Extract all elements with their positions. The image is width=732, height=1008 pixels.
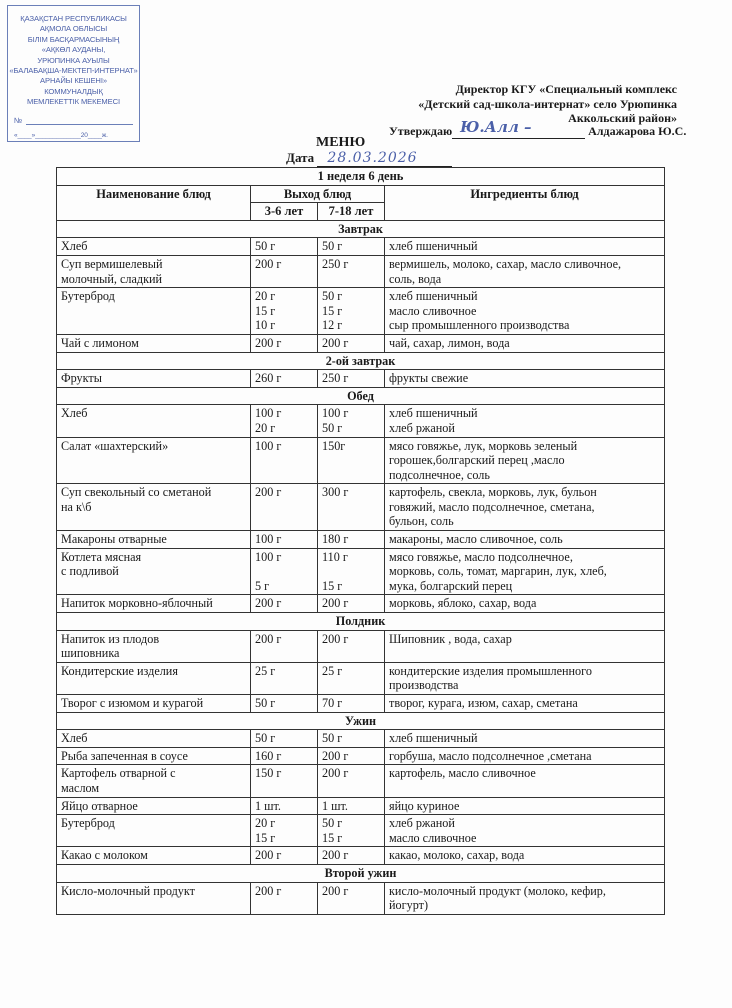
ingredients-line: подсолнечное, соль	[389, 467, 490, 482]
portion-7-18-line: 100 г	[322, 406, 349, 421]
ingredients-line: йогурт)	[389, 898, 429, 913]
dish-name	[57, 484, 251, 531]
stamp-line: КОММУНАЛДЫҚ	[44, 86, 103, 96]
dish-row	[57, 288, 665, 335]
ingredients-line: соль, вода	[389, 271, 442, 286]
ingredients-line: горошек,болгарский перец ,масло	[389, 453, 565, 468]
ingredients	[385, 370, 665, 388]
section-row	[57, 712, 665, 730]
portion-3-6	[251, 405, 318, 437]
portion-7-18-line: 200 г	[322, 631, 349, 646]
portion-3-6-line: 200 г	[255, 256, 282, 271]
portion-3-6-line: 50 г	[255, 239, 276, 254]
ingredients	[385, 730, 665, 748]
portion-7-18-line	[322, 564, 380, 579]
menu-table	[56, 167, 665, 915]
section-title: 2-ой завтрак	[57, 352, 665, 370]
portion-3-6-line: 20 г	[255, 420, 276, 435]
portion-3-6-line: 200 г	[255, 485, 282, 500]
dish-name-line: Чай с лимоном	[61, 335, 139, 350]
portion-7-18	[318, 730, 385, 748]
dish-name-line: Напиток морковно-яблочный	[61, 596, 213, 611]
ingredients-line: говяжий, масло подсолнечное, сметана,	[389, 499, 595, 514]
portion-7-18	[318, 255, 385, 287]
stamp-line: УРЮПИНКА АУЫЛЫ	[37, 55, 110, 65]
portion-7-18	[318, 847, 385, 865]
dish-row	[57, 334, 665, 352]
dish-row	[57, 255, 665, 287]
approval-header	[418, 82, 677, 126]
portion-7-18	[318, 747, 385, 765]
stamp-line: АРНАЙЫ КЕШЕНІ»	[40, 76, 107, 86]
ingredients-line: производства	[389, 678, 459, 693]
portion-7-18-line: 50 г	[322, 420, 343, 435]
ingredients	[385, 815, 665, 847]
portion-3-6	[251, 548, 318, 595]
portion-7-18-line: 15 г	[322, 578, 343, 593]
ingredients	[385, 765, 665, 797]
dish-name	[57, 548, 251, 595]
ingredients-line: хлеб ржаной	[389, 420, 455, 435]
ingredients-line: макароны, масло сливочное, соль	[389, 532, 563, 547]
portion-3-6-line: 200 г	[255, 883, 282, 898]
stamp-line: «АҚКӨЛ АУДАНЫ,	[41, 45, 106, 55]
stamp-text	[8, 14, 139, 108]
dish-name-line: Суп вермишелевый	[61, 256, 163, 271]
ingredients	[385, 630, 665, 662]
stamp-line: «БАЛАБАҚША-МЕКТЕП-ИНТЕРНАТ»	[9, 66, 138, 76]
portion-7-18	[318, 595, 385, 613]
portion-7-18-line: 15 г	[322, 303, 343, 318]
dish-row	[57, 765, 665, 797]
dish-name-line: Бутерброд	[61, 816, 115, 831]
ingredients	[385, 882, 665, 914]
dish-name	[57, 370, 251, 388]
dish-row	[57, 730, 665, 748]
dish-name	[57, 437, 251, 484]
ingredients-line: яйцо куриное	[389, 798, 460, 813]
portion-3-6	[251, 437, 318, 484]
portion-3-6-line: 100 г	[255, 438, 282, 453]
portion-3-6-line: 25 г	[255, 663, 276, 678]
dish-name	[57, 238, 251, 256]
dish-name	[57, 797, 251, 815]
portion-7-18	[318, 815, 385, 847]
ingredients-line: мясо говяжье, лук, морковь зеленый	[389, 438, 578, 453]
portion-7-18	[318, 882, 385, 914]
header-line: Директор КГУ «Специальный комплекс	[455, 82, 677, 96]
menu-body	[57, 220, 665, 914]
portion-3-6-line: 100 г	[255, 549, 282, 564]
ingredients	[385, 531, 665, 549]
ingredients-line: морковь, соль, томат, маргарин, лук, хлеб,	[389, 564, 607, 579]
portion-3-6	[251, 255, 318, 287]
stamp-line: БІЛІМ БАСҚАРМАСЫНЫҢ	[27, 34, 120, 44]
portion-3-6-line: 20 г	[255, 816, 276, 831]
dish-name	[57, 747, 251, 765]
ingredients-line: хлеб пшеничный	[389, 731, 478, 746]
date-value: 28.03.2026	[317, 150, 452, 167]
portion-3-6-line: 5 г	[255, 578, 270, 593]
portion-7-18	[318, 437, 385, 484]
ingredients	[385, 662, 665, 694]
dish-name	[57, 288, 251, 335]
stamp-line: АҚМОЛА ОБЛЫСЫ	[39, 24, 108, 34]
section-row	[57, 613, 665, 631]
dish-row	[57, 595, 665, 613]
portion-7-18	[318, 484, 385, 531]
portion-7-18-line: 200 г	[322, 766, 349, 781]
portion-3-6	[251, 815, 318, 847]
dish-name-line: Рыба запеченная в соусе	[61, 748, 188, 763]
dish-name	[57, 882, 251, 914]
dish-row	[57, 238, 665, 256]
dish-name-line: Суп свекольный со сметаной	[61, 485, 212, 500]
portion-3-6-line: 100 г	[255, 532, 282, 547]
dish-row	[57, 405, 665, 437]
dish-row	[57, 531, 665, 549]
portion-7-18-line: 200 г	[322, 748, 349, 763]
ingredients-line: масло сливочное	[389, 830, 477, 845]
portion-7-18-line: 200 г	[322, 596, 349, 611]
dish-name	[57, 405, 251, 437]
section-row	[57, 220, 665, 238]
dish-row	[57, 548, 665, 595]
portion-3-6	[251, 484, 318, 531]
dish-name-line: Яйцо отварное	[61, 798, 138, 813]
dish-name-line: на к\б	[61, 499, 92, 514]
signature-line	[452, 118, 585, 139]
portion-3-6-line: 1 шт.	[255, 798, 281, 813]
dish-name	[57, 695, 251, 713]
date-line	[286, 150, 452, 167]
ingredients	[385, 548, 665, 595]
dish-name-line: молочный, сладкий	[61, 271, 163, 286]
portion-3-6	[251, 695, 318, 713]
ingredients-line: хлеб пшеничный	[389, 239, 478, 254]
col-age-7-18: 7-18 лет	[318, 203, 385, 221]
portion-3-6-line	[255, 564, 313, 579]
ingredients	[385, 238, 665, 256]
section-row	[57, 387, 665, 405]
ingredients-line: творог, курага, изюм, сахар, сметана	[389, 696, 578, 710]
dish-row	[57, 662, 665, 694]
portion-3-6	[251, 882, 318, 914]
portion-7-18	[318, 370, 385, 388]
portion-7-18	[318, 238, 385, 256]
ingredients-line: вермишель, молоко, сахар, масло сливочное,	[389, 256, 622, 271]
dish-name-line: Бутерброд	[61, 289, 115, 304]
portion-3-6	[251, 531, 318, 549]
portion-3-6-line: 200 г	[255, 631, 282, 646]
dish-name-line: Макароны отварные	[61, 532, 167, 547]
dish-name	[57, 531, 251, 549]
dish-name	[57, 847, 251, 865]
dish-row	[57, 815, 665, 847]
portion-7-18	[318, 288, 385, 335]
ingredients-line: картофель, масло сливочное	[389, 766, 536, 781]
portion-7-18	[318, 531, 385, 549]
ingredients	[385, 747, 665, 765]
portion-7-18-line: 300 г	[322, 485, 349, 500]
portion-3-6-line: 200 г	[255, 596, 282, 611]
portion-7-18-line: 50 г	[322, 816, 343, 831]
ingredients-line: мука, болгарский перец	[389, 578, 513, 593]
dish-name	[57, 730, 251, 748]
dish-name-line: Салат «шахтерский»	[61, 438, 169, 453]
portion-7-18	[318, 662, 385, 694]
section-title: Полдник	[57, 613, 665, 631]
portion-3-6-line: 15 г	[255, 303, 276, 318]
portion-3-6-line: 160 г	[255, 748, 282, 763]
dish-name-line: Котлета мясная	[61, 549, 142, 564]
ingredients-line: фрукты свежие	[389, 371, 469, 386]
portion-7-18-line: 200 г	[322, 335, 349, 350]
portion-7-18-line: 50 г	[322, 731, 343, 746]
approver-name: Алдажарова Ю.С.	[588, 124, 687, 138]
portion-3-6	[251, 847, 318, 865]
portion-7-18-line: 12 г	[322, 318, 343, 333]
dish-row	[57, 695, 665, 713]
portion-7-18	[318, 695, 385, 713]
portion-3-6	[251, 334, 318, 352]
portion-3-6-line: 100 г	[255, 406, 282, 421]
header-line: Аккольский район»	[568, 111, 677, 125]
approve-label: Утверждаю	[389, 124, 453, 138]
dish-name-line: Кондитерские изделия	[61, 663, 178, 678]
portion-3-6	[251, 730, 318, 748]
stamp-number-line: №	[14, 116, 133, 126]
dish-row	[57, 747, 665, 765]
dish-row	[57, 630, 665, 662]
portion-3-6-line: 50 г	[255, 731, 276, 746]
section-title: Ужин	[57, 712, 665, 730]
portion-3-6-line: 200 г	[255, 848, 282, 863]
ingredients-line: хлеб ржаной	[389, 816, 455, 831]
portion-7-18	[318, 630, 385, 662]
portion-3-6	[251, 747, 318, 765]
ingredients-line: хлеб пшеничный	[389, 289, 478, 304]
dish-row	[57, 437, 665, 484]
col-ingredients-header: Ингредиенты блюд	[385, 185, 665, 220]
portion-7-18-line: 50 г	[322, 289, 343, 304]
portion-3-6	[251, 595, 318, 613]
dish-row	[57, 370, 665, 388]
portion-3-6	[251, 238, 318, 256]
header-line: «Детский сад-школа-интернат» село Урюпинка	[418, 96, 677, 111]
ingredients-line: хлеб пшеничный	[389, 406, 478, 421]
ingredients	[385, 484, 665, 531]
section-title: Завтрак	[57, 220, 665, 238]
dish-name-line: Фрукты	[61, 371, 102, 386]
section-row	[57, 352, 665, 370]
ingredients	[385, 334, 665, 352]
dish-name	[57, 334, 251, 352]
page-title: МЕНЮ	[316, 135, 366, 150]
stamp-line: МЕМЛЕКЕТТІК МЕКЕМЕСІ	[26, 97, 121, 107]
ingredients-line: Шиповник , вода, сахар	[389, 631, 512, 646]
portion-7-18-line: 250 г	[322, 371, 349, 386]
dish-name-line: Хлеб	[61, 239, 88, 254]
ingredients-line: мясо говяжье, масло подсолнечное,	[389, 549, 573, 564]
week-day-header: 1 неделя 6 день	[57, 168, 665, 186]
portion-3-6-line: 10 г	[255, 318, 276, 333]
section-title: Второй ужин	[57, 864, 665, 882]
portion-7-18-line: 110 г	[322, 549, 348, 564]
portion-3-6	[251, 288, 318, 335]
portion-3-6-line: 50 г	[255, 696, 276, 710]
dish-row	[57, 847, 665, 865]
portion-3-6	[251, 797, 318, 815]
portion-7-18-line: 70 г	[322, 696, 343, 710]
ingredients-line: картофель, свекла, морковь, лук, бульон	[389, 485, 597, 500]
dish-name-line: Творог с изюмом и курагой	[61, 696, 204, 710]
dish-name-line: Напиток из плодов	[61, 631, 160, 646]
ingredients-line: морковь, яблоко, сахар, вода	[389, 596, 537, 611]
portion-7-18	[318, 765, 385, 797]
dish-name-line: маслом	[61, 780, 100, 795]
col-name-header: Наименование блюд	[57, 185, 251, 220]
dish-name-line: с подливой	[61, 564, 119, 579]
portion-3-6-line: 200 г	[255, 335, 282, 350]
ingredients-line: бульон, соль	[389, 514, 454, 529]
dish-name-line: Картофель отварной с	[61, 766, 176, 781]
dish-row	[57, 484, 665, 531]
ingredients	[385, 437, 665, 484]
ingredients-line: кисло-молочный продукт (молоко, кефир,	[389, 883, 606, 898]
signature: Ю.Алл –	[460, 118, 532, 136]
portion-3-6-line: 260 г	[255, 371, 282, 386]
dish-name-line: шиповника	[61, 646, 120, 661]
portion-7-18-line: 180 г	[322, 532, 349, 547]
dish-row	[57, 882, 665, 914]
dish-name-line: Какао с молоком	[61, 848, 148, 863]
portion-3-6	[251, 662, 318, 694]
ingredients-line: какао, молоко, сахар, вода	[389, 848, 525, 863]
section-row	[57, 864, 665, 882]
dish-name	[57, 815, 251, 847]
portion-7-18-line: 1 шт.	[322, 798, 348, 813]
portion-7-18	[318, 334, 385, 352]
portion-7-18-line: 150г	[322, 438, 346, 453]
portion-7-18	[318, 797, 385, 815]
portion-7-18	[318, 405, 385, 437]
ingredients	[385, 797, 665, 815]
dish-name	[57, 255, 251, 287]
col-age-3-6: 3-6 лет	[251, 203, 318, 221]
portion-7-18	[318, 548, 385, 595]
stamp-date-line: «____»_____________20____ж.	[14, 132, 108, 139]
ingredients	[385, 595, 665, 613]
portion-7-18-line: 15 г	[322, 830, 343, 845]
portion-3-6-line: 20 г	[255, 289, 276, 304]
portion-3-6	[251, 370, 318, 388]
stamp-line: ҚАЗАҚСТАН РЕСПУБЛИКАСЫ	[20, 14, 127, 23]
dish-name-line: Хлеб	[61, 406, 88, 421]
dish-name	[57, 630, 251, 662]
ingredients-line: горбуша, масло подсолнечное ,сметана	[389, 748, 592, 763]
dish-name	[57, 662, 251, 694]
portion-3-6-line: 150 г	[255, 766, 282, 781]
dish-row	[57, 797, 665, 815]
portion-7-18-line: 50 г	[322, 239, 343, 254]
portion-7-18-line: 200 г	[322, 848, 349, 863]
portion-3-6-line: 15 г	[255, 830, 276, 845]
date-label: Дата	[286, 150, 315, 165]
ingredients	[385, 405, 665, 437]
dish-name-line: Хлеб	[61, 731, 88, 746]
portion-7-18-line: 250 г	[322, 256, 349, 271]
dish-name-line: Кисло-молочный продукт	[61, 883, 195, 898]
ingredients-line: кондитерские изделия промышленного	[389, 663, 592, 678]
portion-7-18-line: 200 г	[322, 883, 349, 898]
ingredients	[385, 695, 665, 713]
ingredients	[385, 288, 665, 335]
official-stamp	[7, 5, 140, 142]
ingredients	[385, 847, 665, 865]
ingredients-line: масло сливочное	[389, 303, 477, 318]
dish-name	[57, 595, 251, 613]
ingredients	[385, 255, 665, 287]
portion-3-6	[251, 765, 318, 797]
portion-3-6	[251, 630, 318, 662]
dish-name	[57, 765, 251, 797]
ingredients-line: сыр промышленного производства	[389, 318, 570, 333]
col-output-header: Выход блюд	[251, 185, 385, 203]
portion-7-18-line: 25 г	[322, 663, 343, 678]
section-title: Обед	[57, 387, 665, 405]
ingredients-line: чай, сахар, лимон, вода	[389, 335, 510, 350]
